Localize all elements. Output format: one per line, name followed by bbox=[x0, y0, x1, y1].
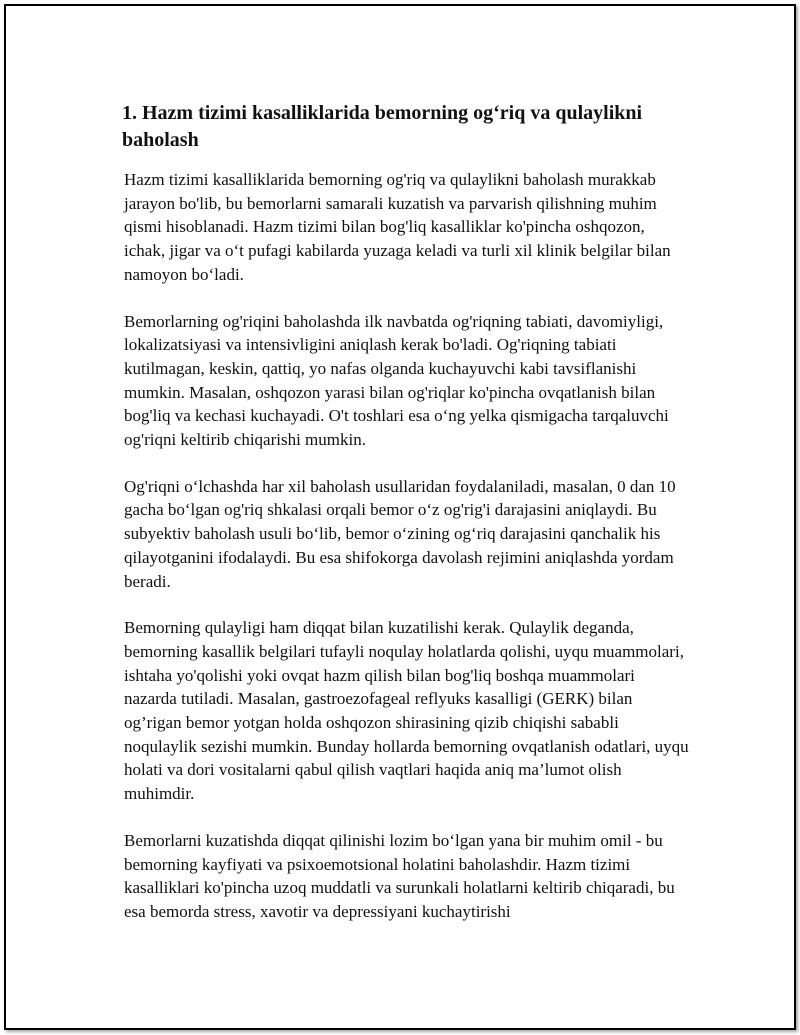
section-heading: 1. Hazm tizimi kasalliklarida bemorning og‘riq va qulaylikni baholash bbox=[122, 102, 643, 151]
document-body bbox=[120, 100, 690, 947]
paragraph-1: Hazm tizimi kasalliklarida bemorning og'riq va qulaylikni baholash murakkab jarayon bo'lib, bu bemorlarni samarali kuzatish va parvarish qilishning muhim qismi hisoblanadi. Hazm tizimi bilan bog'liq kasalliklar ko'pincha oshqozon, ichak, jigar va o‘t pufagi kabilarda yuzaga keladi va turli xil klinik belgilar bilan namoyon bo‘ladi. bbox=[124, 170, 671, 284]
paragraph-4: Bemorning qulayligi ham diqqat bilan kuzatilishi kerak. Qulaylik deganda, bemorning kasallik belgilari tufayli noqulay holatlarda qolishi, uyqu muammolari, ishtaha yo'qolishi yoki ovqat hazm qilish bilan bog'liq boshqa muammolari nazarda tutiladi. Masalan, gastroezofageal reflyuks kasalligi (GERK) bilan og’rigan bemor yotgan holda oshqozon shirasining qizib chiqishi sababli noqulaylik sezishi mumkin. Bunday hollarda bemorning ovqatlanish odatlari, uyqu holati va dori vositalarni qabul qilish vaqtlari haqida aniq ma’lumot olish muhimdir. bbox=[124, 618, 689, 804]
paragraph-3: Og'riqni o‘lchashda har xil baholash usullaridan foydalaniladi, masalan, 0 dan 10 gacha bo‘lgan og'riq shkalasi orqali bemor o‘z og'rig'i darajasini aniqlaydi. Bu subyektiv baholash usuli bo‘lib, bemor o‘zining og‘riq darajasini qanchalik his qilayotganini ifodalaydi. Bu esa shifokorga davolash rejimini aniqlashda yordam beradi. bbox=[124, 476, 676, 591]
paragraph-5: Bemorlarni kuzatishda diqqat qilinishi lozim bo‘lgan yana bir muhim omil - bu bemorning kayfiyati va psixoemotsional holatini baholashdir. Hazm tizimi kasalliklari ko'pincha uzoq muddatli va surunkali holatlarni keltirib chiqaradi, bu esa bemorda stress, xavotir va depressiyani kuchaytirishi bbox=[124, 830, 675, 921]
page-frame bbox=[4, 4, 796, 1030]
paragraph-2: Bemorlarning og'riqini baholashda ilk navbatda og'riqning tabiati, davomiyligi, lokalizatsiyasi va intensivligini aniqlash kerak bo'ladi. Og'riqning tabiati kutilmagan, keskin, qattiq, yo nafas olganda kuchayuvchi kabi tavsiflanishi mumkin. Masalan, oshqozon yarasi bilan og'riqlar ko'pincha ovqatlanish bilan bog'liq va kechasi kuchayadi. O't toshlari esa o‘ng yelka qismigacha tarqaluvchi og'riqni keltirib chiqarishi mumkin. bbox=[124, 311, 669, 450]
